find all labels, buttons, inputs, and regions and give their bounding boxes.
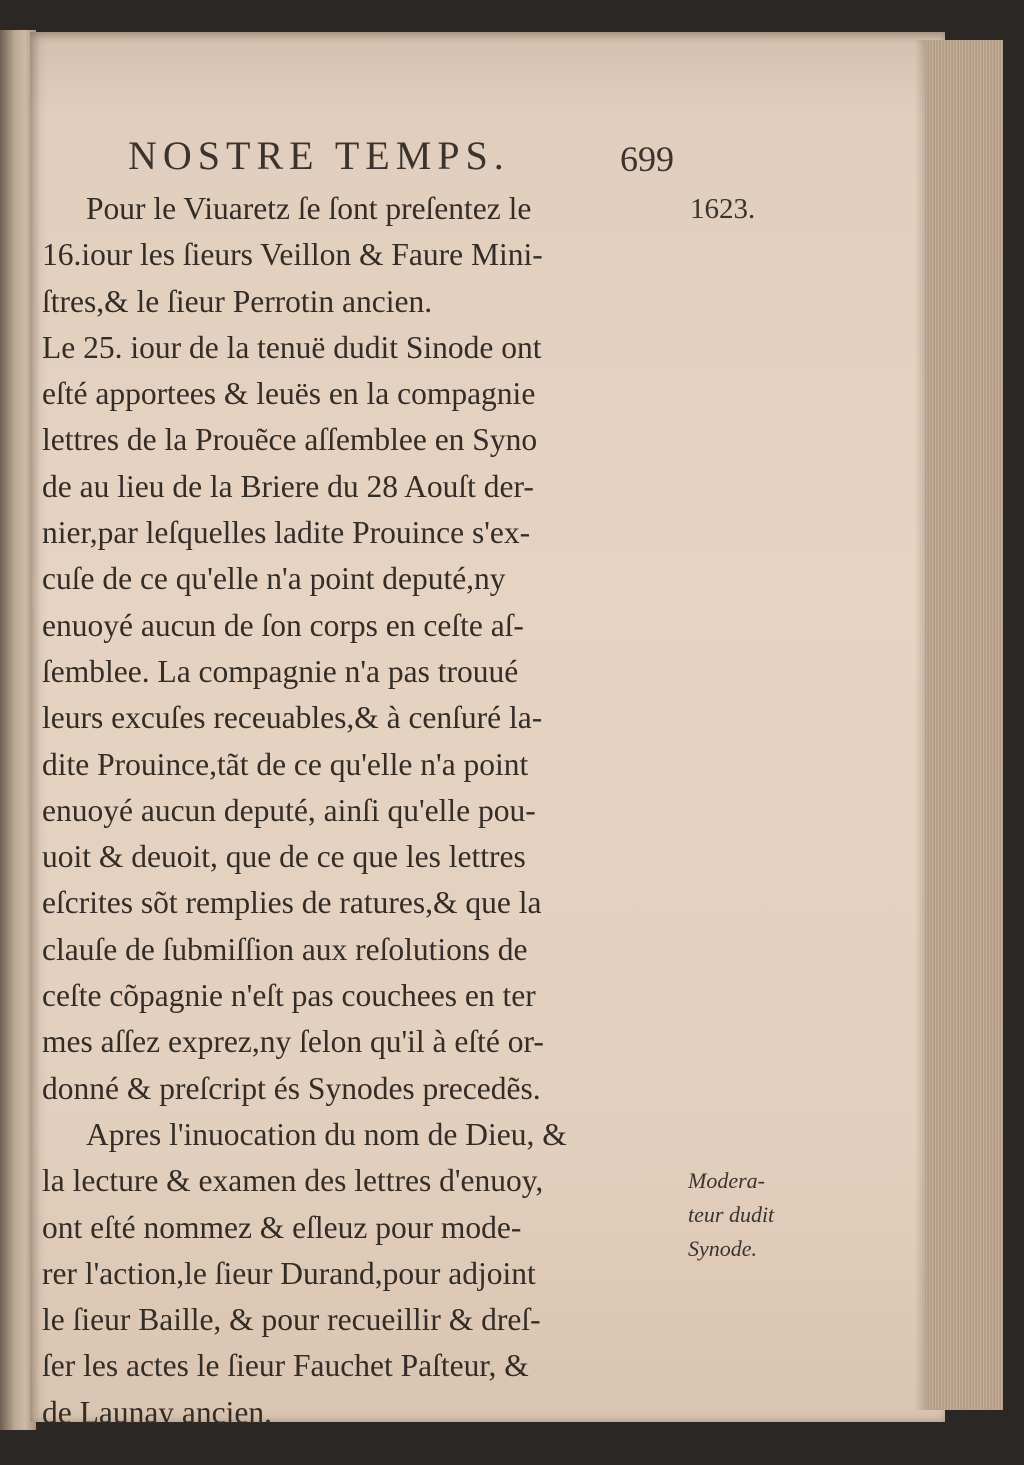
margin-note-line: Synode. — [688, 1236, 758, 1261]
text-line: uoit & deuoit, que de ce que les lettres — [42, 839, 526, 875]
margin-note — [688, 1164, 838, 1266]
text-line: eſté apportees & leuës en la compagnie — [42, 376, 536, 412]
text-line: le ſieur Baille, & pour recueillir & dreſ- — [42, 1302, 541, 1338]
text-line: 16.iour les ſieurs Veillon & Faure Mini- — [42, 237, 543, 273]
text-line: de au lieu de la Briere du 28 Aouſt der- — [42, 468, 534, 504]
text-line: la lecture & examen des lettres d'enuoy, — [42, 1163, 544, 1199]
text-line: ceſte cõpagnie n'eſt pas couchees en ter — [42, 978, 536, 1014]
text-line: enuoyé aucun deputé, ainſi qu'elle pou- — [42, 792, 536, 828]
text-line: ſer les actes le ſieur Fauchet Paſteur, & — [42, 1348, 529, 1384]
text-line: ont eſté nommez & eſleuz pour mode- — [42, 1209, 522, 1245]
text-line: leurs excuſes receuables,& à cenſuré la- — [42, 700, 543, 736]
text-line: donné & preſcript és Synodes precedẽs. — [42, 1070, 541, 1106]
margin-note-line: teur dudit — [688, 1202, 775, 1227]
text-line: nier,par leſquelles ladite Prouince s'ex- — [42, 515, 531, 551]
text-line: lettres de la Prouẽce aſſemblee en Syno — [42, 422, 538, 458]
text-line: enuoyé aucun de ſon corps en ceſte aſ- — [42, 607, 524, 643]
text-line: rer l'action,le ſieur Durand,pour adjoint — [42, 1255, 536, 1291]
text-line: eſcrites sõt remplies de ratures,& que la — [42, 885, 542, 921]
margin-year: 1623. — [690, 193, 756, 225]
running-head: NOSTRE TEMPS. — [128, 133, 510, 178]
text-line: Le 25. iour de la tenuë dudit Sinode ont — [42, 329, 542, 365]
text-line: Pour le Viuaretz ſe ſont preſentez le — [86, 191, 532, 226]
text-line: ſemblee. La compagnie n'a pas trouué — [42, 653, 519, 689]
text-line: ſtres,& le ſieur Perrotin ancien. — [42, 283, 433, 319]
text-line: mes aſſez exprez,ny ſelon qu'il à eſté or- — [42, 1024, 544, 1060]
text-line: clauſe de ſubmiſſion aux reſolutions de — [42, 931, 528, 967]
margin-note-line: Modera- — [688, 1168, 765, 1193]
text-line: de Launay ancien. — [42, 1394, 273, 1430]
text-line: cuſe de ce qu'elle n'a point deputé,ny — [42, 561, 506, 597]
page-number: 699 — [620, 139, 674, 179]
body-text — [42, 186, 692, 1436]
page-stack-edge — [925, 40, 1003, 1410]
text-line: Apres l'inuocation du nom de Dieu, & — [86, 1116, 567, 1152]
text-line: dite Prouince,tãt de ce qu'elle n'a point — [42, 746, 529, 782]
